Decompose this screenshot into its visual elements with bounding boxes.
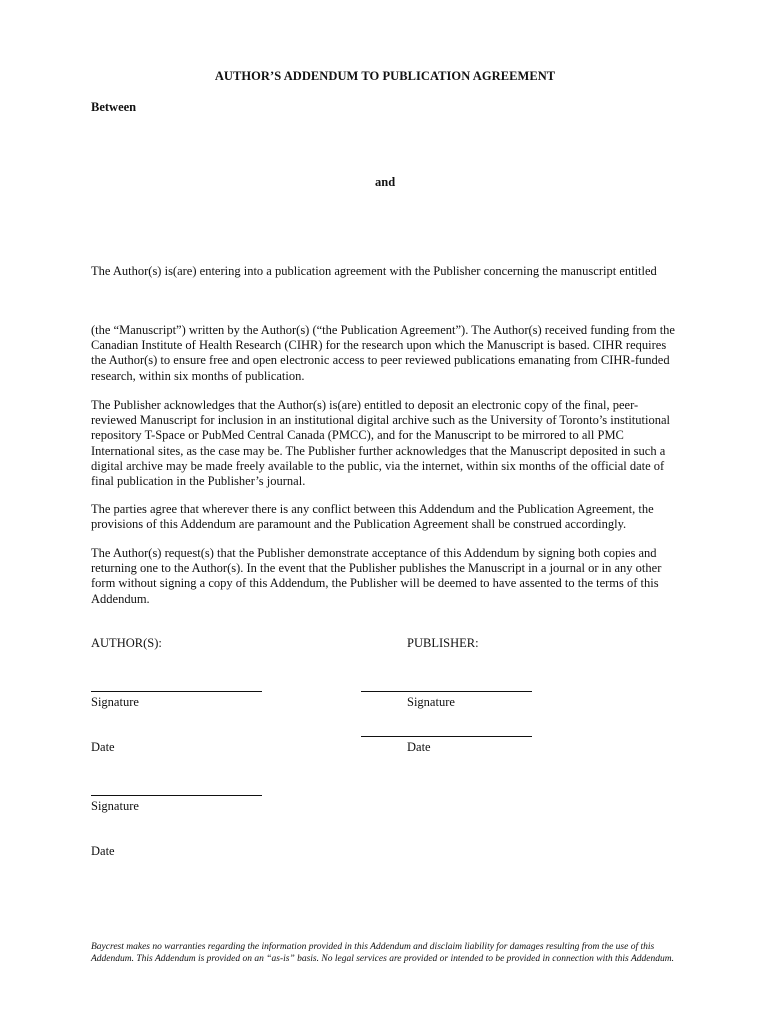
disclaimer-text: Baycrest makes no warranties regarding the information provided in this Addendum and disclaim liability for damages resulting from the use of this Addendum. This Addendum is provided on an “as-is” basis. No legal services are provided or intended to be provided in connection with this Addendum.: [91, 942, 674, 964]
author-date-label-1: Date: [91, 740, 115, 754]
author-signature-label-2: Signature: [91, 799, 139, 813]
intro-paragraph: The Author(s) is(are) entering into a publication agreement with the Publisher concerning the manuscript entitled: [91, 264, 657, 278]
publisher-signature-line: [361, 691, 532, 692]
manuscript-paragraph: (the “Manuscript”) written by the Author(s) (“the Publication Agreement”). The Author(s) received funding from the Canadian Institute of Health Research (CIHR) for the research upon which the Manuscript is based. CIHR requires the Author(s) to ensure free and open electronic access to peer reviewed publications emanating from CIHR-funded research, within six months of publication.: [91, 323, 675, 383]
publisher-date-label: Date: [407, 740, 431, 754]
and-label: and: [375, 175, 396, 189]
publisher-date-line: [361, 736, 532, 737]
document-title: AUTHOR’S ADDENDUM TO PUBLICATION AGREEMENT: [214, 69, 556, 83]
publisher-acknowledgement-paragraph: The Publisher acknowledges that the Author(s) is(are) entitled to deposit an electronic copy of the final, peer-reviewed Manuscript for inclusion in an institutional digital archive such as the University of Toronto’s institutional repository T-Space or PubMed Central Canada (PMCC), and for the Manuscript to be mirrored to all PMC International sites, as the case may be. The Publisher further acknowledges that the Manuscript deposited in such a digital archive may be made freely available to the public, via the internet, within six months of the official date of final publication in the Publisher’s journal.: [91, 398, 670, 489]
acceptance-paragraph: The Author(s) request(s) that the Publisher demonstrate acceptance of this Addendum by signing both copies and returning one to the Author(s). In the event that the Publisher publishes the Manuscript in a journal or in any other form without signing a copy of this Addendum, the Publisher will be deemed to have assented to the terms of this Addendum.: [91, 546, 662, 606]
authors-heading: AUTHOR(S):: [91, 636, 162, 650]
publisher-heading: PUBLISHER:: [407, 636, 479, 650]
author-signature-label-1: Signature: [91, 695, 139, 709]
between-label: Between: [91, 100, 137, 114]
author-signature-line-1: [91, 691, 262, 692]
conflict-paragraph: The parties agree that wherever there is any conflict between this Addendum and the Publication Agreement, the provisions of this Addendum are paramount and the Publication Agreement shall be construed accordingly.: [91, 502, 654, 532]
author-date-label-2: Date: [91, 844, 115, 858]
publisher-signature-label: Signature: [407, 695, 455, 709]
author-signature-line-2: [91, 795, 262, 796]
